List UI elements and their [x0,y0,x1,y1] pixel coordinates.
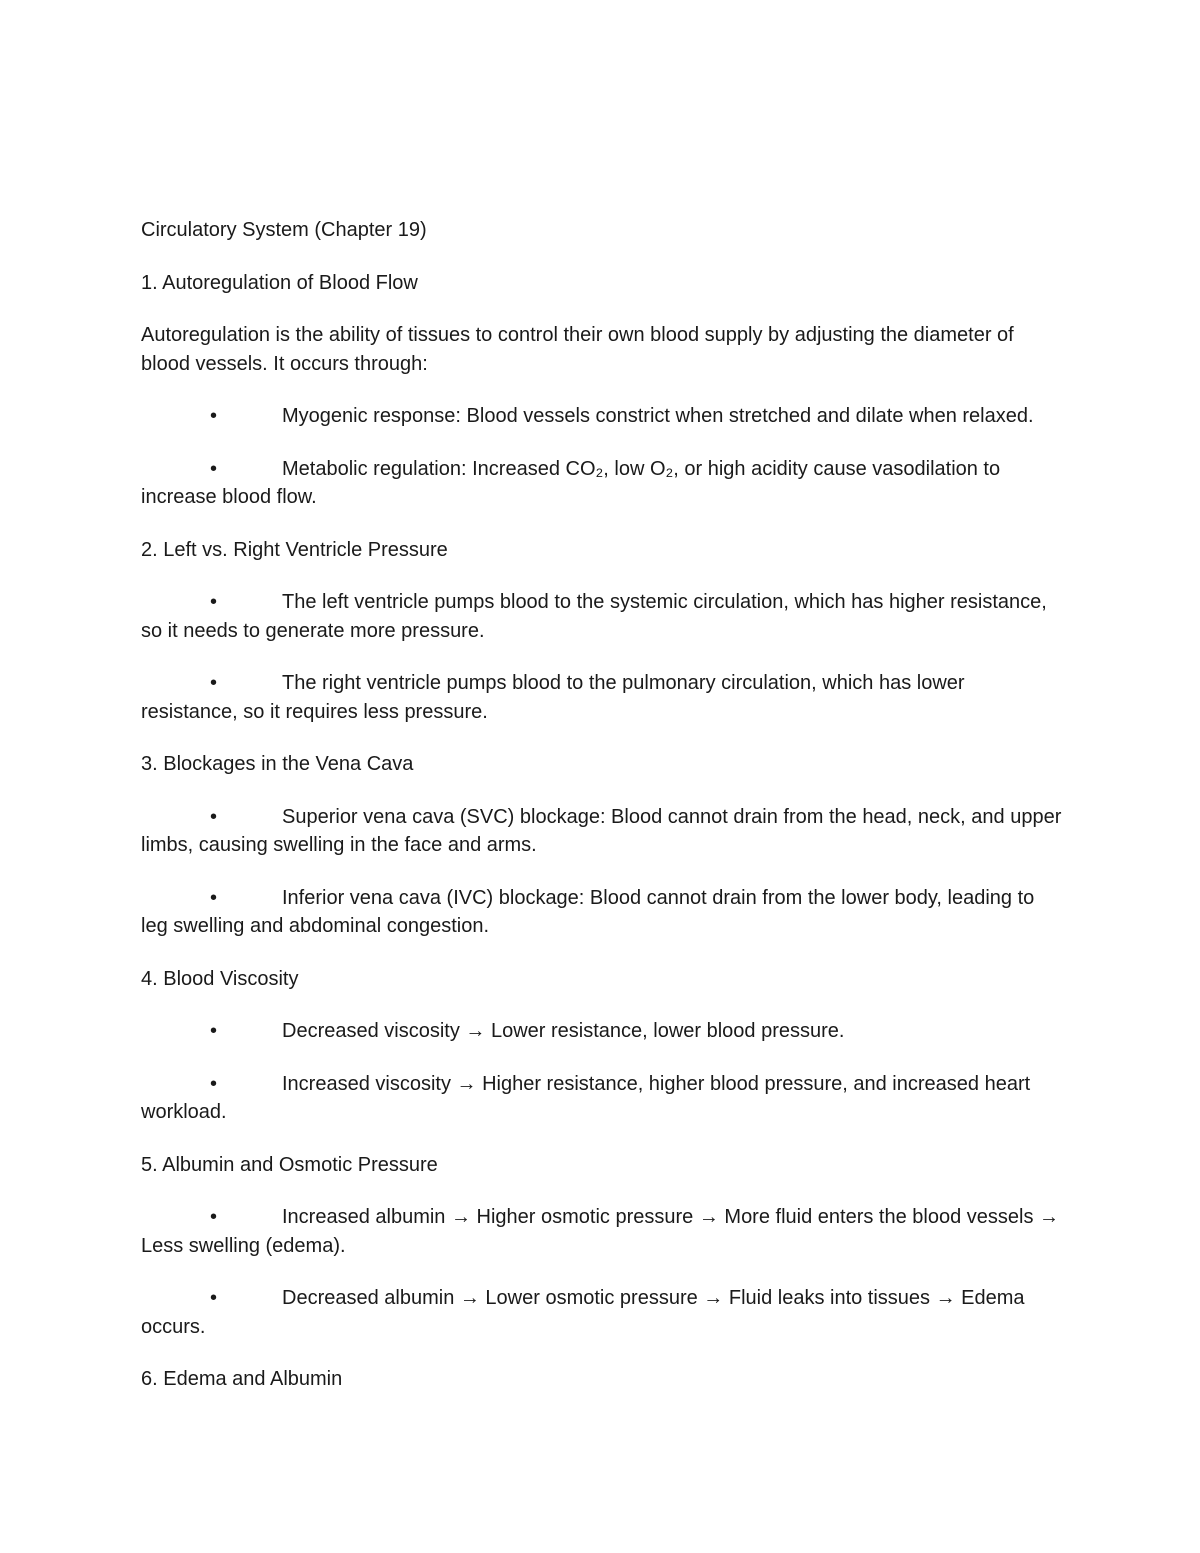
bullet-text: Superior vena cava (SVC) blockage: Blood cannot drain from the head, neck, and upper limbs, causing swelling in the face and arms. [141,805,1062,856]
bullet-text: Inferior vena cava (IVC) blockage: Blood cannot drain from the lower body, leading to leg swelling and abdominal congestion. [141,886,1035,937]
bullet-item [141,1284,1066,1341]
bullet-lead [141,1284,282,1313]
bullet-lead [141,669,282,698]
bullet-lead [141,1017,282,1046]
bullet-item [141,803,1066,860]
document-content [141,216,1066,1418]
bullet-icon: • [210,1206,218,1228]
bullet-lead [141,1070,282,1099]
section-heading: 1. Autoregulation of Blood Flow [141,271,418,294]
bullet-lead [141,1203,282,1232]
bullet-text: Increased viscosity → Higher resistance, higher blood pressure, and increased heart workload. [141,1072,1031,1123]
bullet-icon: • [210,886,218,909]
bullet-text: The right ventricle pumps blood to the pulmonary circulation, which has lower resistance, so it requires less pressure. [141,672,965,723]
document-title: Circulatory System (Chapter 19) [141,219,427,241]
bullet-icon: • [210,591,218,613]
bullet-text: Metabolic regulation: Increased CO₂, low O₂, or high acidity cause vasodilation to increase blood flow. [141,457,1001,508]
bullet-text: Increased albumin → Higher osmotic pressure → More fluid enters the blood vessels → Less swelling (edema). [141,1206,1060,1257]
bullet-text: The left ventricle pumps blood to the systemic circulation, which has higher resistance, so it needs to generate more pressure. [141,591,1047,642]
bullet-item [141,1070,1066,1127]
bullet-item [141,402,1066,431]
bullet-item [141,884,1066,941]
bullet-icon: • [210,805,218,828]
bullet-item [141,1017,1066,1046]
section-heading: 4. Blood Viscosity [141,967,299,990]
bullet-text: Decreased albumin → Lower osmotic pressure → Fluid leaks into tissues → Edema occurs. [141,1287,1025,1338]
section-heading: 2. Left vs. Right Ventricle Pressure [141,538,448,561]
bullet-lead [141,884,282,913]
bullet-lead [141,402,282,431]
bullet-item [141,669,1066,726]
bullet-icon: • [210,1020,218,1042]
bullet-icon: • [210,1072,218,1095]
bullet-icon: • [210,405,218,427]
section-heading: 6. Edema and Albumin [141,1368,343,1390]
bullet-lead [141,455,282,484]
section-paragraph: Autoregulation is the ability of tissues to control their own blood supply by adjusting the diameter of blood vessels. It occurs through: [141,324,1014,375]
bullet-lead [141,803,282,832]
bullet-icon: • [210,672,218,694]
section-heading: 3. Blockages in the Vena Cava [141,753,414,775]
bullet-icon: • [210,457,218,480]
bullet-lead [141,588,282,617]
bullet-item [141,455,1066,512]
bullet-text: Decreased viscosity → Lower resistance, lower blood pressure. [282,1020,845,1042]
bullet-item [141,1203,1066,1260]
section-heading: 5. Albumin and Osmotic Pressure [141,1153,438,1176]
bullet-icon: • [210,1287,218,1309]
bullet-item [141,588,1066,645]
bullet-text: Myogenic response: Blood vessels constrict when stretched and dilate when relaxed. [282,405,1034,427]
